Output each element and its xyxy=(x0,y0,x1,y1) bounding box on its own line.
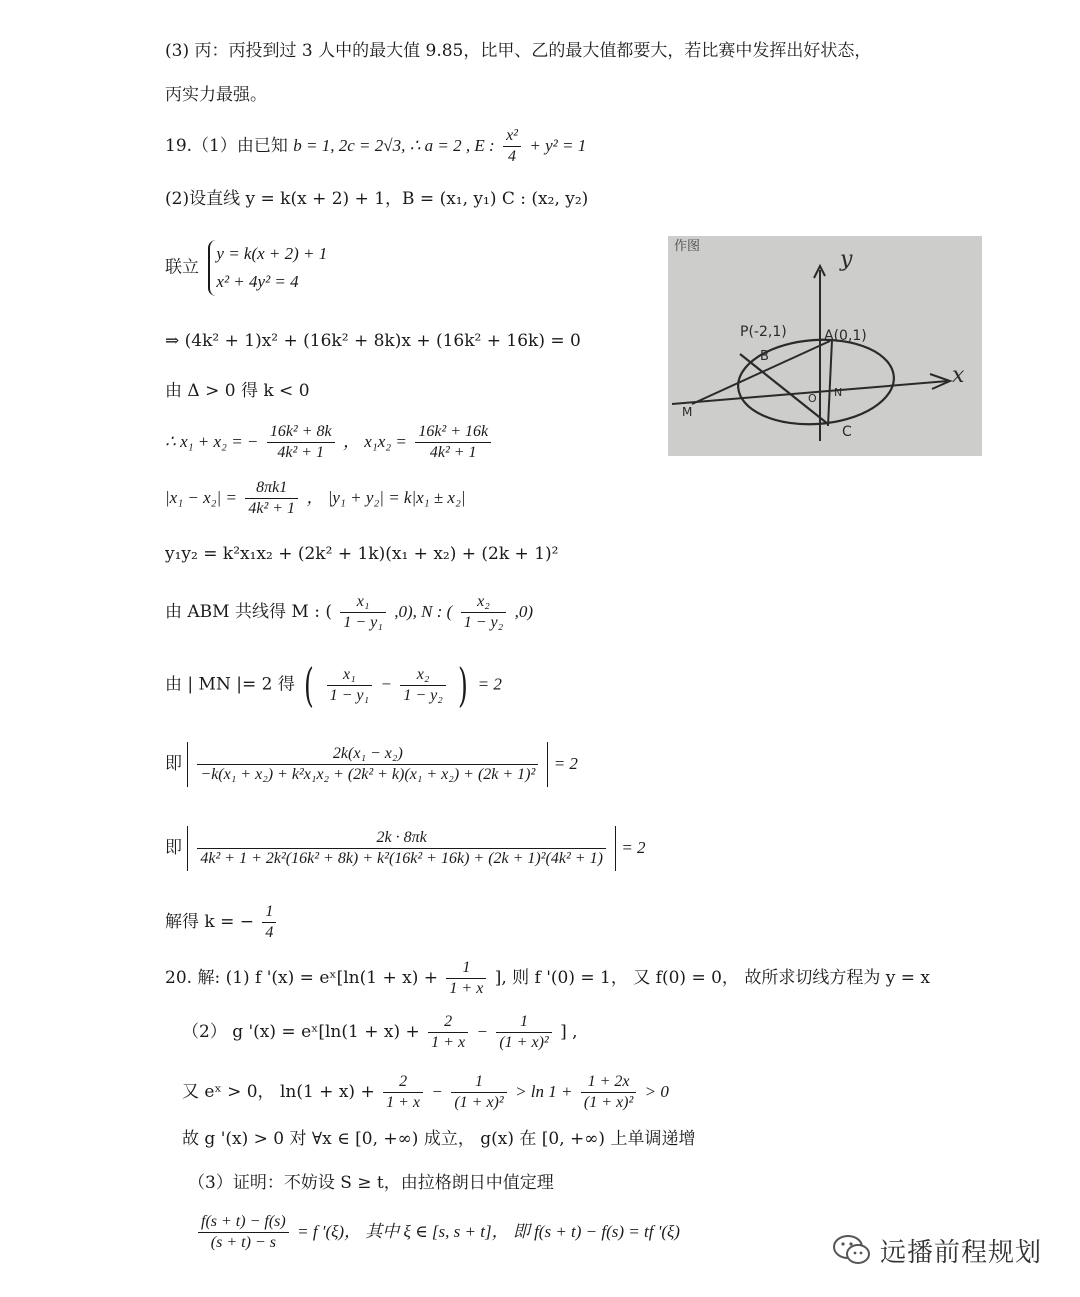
q20-part1-prefix: 20. 解: (1) f '(x) = eˣ[ln(1 + x) + xyxy=(165,968,438,988)
frac-num: 1 + 2x xyxy=(581,1072,636,1093)
frac-den: 1 + x xyxy=(386,1094,421,1111)
q20-part1-frac xyxy=(446,958,486,999)
frac-num: 1 xyxy=(446,958,486,979)
abs-diff-frac xyxy=(245,478,298,519)
collinear-prefix: 由 ABM 共线得 M : ( xyxy=(165,602,332,622)
frac-den: (1 + x)² xyxy=(499,1034,549,1051)
mn-frac2 xyxy=(400,665,445,706)
frac-den: 4 xyxy=(508,148,517,165)
q19-abs-diff xyxy=(165,478,466,519)
frac-num: x₂ xyxy=(400,665,445,686)
q20-part1-suffix: ], 则 f '(0) = 1， 又 f(0) = 0， 故所求切线方程为 y = x xyxy=(494,968,930,988)
mvt-frac xyxy=(198,1212,289,1253)
frac-num: 1 xyxy=(262,902,276,923)
sub2-prefix: 即 xyxy=(165,838,182,858)
frac-num: 2 xyxy=(383,1072,423,1093)
sketch-point-n: N xyxy=(834,386,843,399)
q20-part3-mvt xyxy=(195,1212,680,1253)
minus-sign: − xyxy=(476,1022,488,1041)
sketch-top-label: 作图 xyxy=(674,239,701,254)
frac-num: 2 xyxy=(428,1012,468,1033)
frac-num: x² xyxy=(503,126,521,147)
q19-substitution-2 xyxy=(165,826,646,871)
ineq-frac2 xyxy=(451,1072,506,1113)
frac-den: 1 − y₂ xyxy=(463,614,504,631)
frac-den: (s + t) − s xyxy=(210,1234,276,1251)
mn-frac1 xyxy=(327,665,372,706)
sub1-abs xyxy=(187,742,548,787)
abs-diff-prefix: |x₁ − x₂| = xyxy=(165,488,237,507)
hand-drawn-sketch xyxy=(668,236,982,456)
system-label: 联立 xyxy=(165,257,199,278)
minus-sign: − xyxy=(380,674,392,694)
wechat-icon xyxy=(832,1232,872,1268)
q19-y-product: y₁y₂ = k²x₁x₂ + (2k² + 1k)(x₁ + x₂) + (2k + 1)² xyxy=(165,544,559,564)
sketch-point-p: P(-2,1) xyxy=(740,324,787,340)
q20-part3-intro: （3）证明：不妨设 S ≥ t，由拉格朗日中值定理 xyxy=(188,1173,554,1193)
sub1-prefix: 即 xyxy=(165,754,182,774)
watermark xyxy=(832,1224,1042,1276)
collinear-suffix: ,0) xyxy=(514,602,534,621)
sub2-frac xyxy=(197,828,606,869)
frac-num: x₁ xyxy=(340,592,385,613)
sub1-frac xyxy=(197,744,538,785)
mvt-suffix: = f '(ξ)， 其中 ξ ∈ [s, s + t]， 即 f(s + t) − f(s) = tf '(ξ) xyxy=(297,1222,680,1241)
frac-den: 1 + x xyxy=(431,1034,466,1051)
frac-num: f(s + t) − f(s) xyxy=(198,1212,289,1233)
frac-den: (1 + x)² xyxy=(583,1094,634,1111)
line-part3-conclusion: 丙实力最强。 xyxy=(165,85,267,105)
ineq-prefix: 又 eˣ > 0， ln(1 + x) + xyxy=(182,1082,375,1102)
q19-mn-length xyxy=(165,660,502,710)
sketch-point-a: A(0,1) xyxy=(824,328,867,344)
mn-suffix: = 2 xyxy=(477,674,502,694)
q20-part2-frac2 xyxy=(496,1012,551,1053)
q20-part2-frac1 xyxy=(428,1012,468,1053)
sketch-point-b: B xyxy=(760,349,769,364)
frac-den: 1 − y₂ xyxy=(403,686,443,704)
frac-num: 2k · 8πk xyxy=(197,828,606,849)
answer-frac xyxy=(262,902,276,943)
frac-num: 2k(x₁ − x₂) xyxy=(197,744,538,765)
q19-part1 xyxy=(165,126,586,167)
watermark-brand: 远播前程规划 xyxy=(880,1237,1043,1268)
q19-discriminant: 由 Δ > 0 得 k < 0 xyxy=(165,381,310,401)
sub2-suffix: = 2 xyxy=(621,838,646,857)
frac-den: 1 − y₁ xyxy=(329,686,370,704)
sketch-point-o: O xyxy=(808,392,817,405)
vieta-sum-prefix: ∴ x₁ + x₂ = − xyxy=(165,432,259,451)
frac-num: 8πk1 xyxy=(245,478,298,499)
frac-den: 1 − y₁ xyxy=(343,614,383,631)
frac-num: 16k² + 16k xyxy=(415,422,491,443)
frac-num: 16k² + 8k xyxy=(267,422,335,443)
frac-num: 1 xyxy=(451,1072,506,1093)
q19-part2-line: (2)设直线 y = k(x + 2) + 1，B = (x₁, y₁) C : (x₂, y₂) xyxy=(165,189,589,209)
q19-substitution-1 xyxy=(165,742,578,787)
frac-den: 4k² + 1 xyxy=(429,444,477,461)
q19-vieta xyxy=(165,422,494,463)
frac-den: (1 + x)² xyxy=(454,1094,504,1111)
q19-part1-prefix: 19.（1）由已知 xyxy=(165,136,288,156)
q20-part2-prefix: （2） g '(x) = eˣ[ln(1 + x) + xyxy=(182,1022,420,1042)
ineq-mid: > ln 1 + xyxy=(515,1082,573,1101)
q19-answer xyxy=(165,902,279,943)
frac-den: 4k² + 1 + 2k²(16k² + 8k) + k²(16k² + 16k) + (2k + 1)²(4k² + 1) xyxy=(200,850,603,867)
q19-collinear xyxy=(165,592,533,633)
frac-den: 4 xyxy=(265,924,274,941)
vieta-sum-frac xyxy=(267,422,335,463)
q19-system xyxy=(165,240,327,296)
sketch-svg xyxy=(668,236,982,456)
frac-num: 1 xyxy=(496,1012,551,1033)
system-eq2: x² + 4y² = 4 xyxy=(216,272,299,291)
abs-diff-suffix: ， |y₁ + y₂| = k|x₁ ± x₂| xyxy=(306,488,466,507)
vieta-product-prefix: ， x₁x₂ = xyxy=(343,432,407,451)
frac-den: −k(x₁ + x₂) + k²x₁x₂ + (2k² + k)(x₁ + x₂) + (2k + 1)² xyxy=(200,766,536,783)
vieta-product-frac xyxy=(415,422,491,463)
q19-part1-suffix: + y² = 1 xyxy=(529,136,587,155)
left-paren: ( xyxy=(304,658,315,712)
ineq-frac3 xyxy=(581,1072,636,1113)
frac-den: 4k² + 1 xyxy=(277,444,325,461)
answer-prefix: 解得 k = − xyxy=(165,912,255,932)
sketch-point-c: C xyxy=(842,424,852,440)
line-part3-bing: (3) 丙：丙投到过 3 人中的最大值 9.85，比甲、乙的最大值都要大，若比赛中发挥出好状态， xyxy=(165,41,872,61)
sketch-point-m: M xyxy=(682,405,693,419)
sub1-suffix: = 2 xyxy=(553,754,578,773)
frac-num: x₂ xyxy=(461,592,506,613)
sketch-x-label: x xyxy=(952,363,965,388)
minus-sign: − xyxy=(431,1082,443,1101)
right-paren: ) xyxy=(458,658,469,712)
q20-part2-suffix: ] , xyxy=(560,1022,578,1042)
q19-ellipse-frac xyxy=(503,126,521,167)
collinear-mid: ,0), N : ( xyxy=(394,602,453,621)
q19-part1-math: b = 1, 2c = 2√3, ∴ a = 2 , E : xyxy=(293,136,495,155)
collinear-n-frac xyxy=(461,592,506,633)
sketch-y-label: y xyxy=(840,247,853,272)
q20-monotonic: 故 g '(x) > 0 对 ∀x ∈ [0, +∞) 成立， g(x) 在 [0, +∞) 上单调递增 xyxy=(182,1129,696,1149)
frac-den: 1 + x xyxy=(449,980,484,997)
ineq-suffix: > 0 xyxy=(644,1082,669,1101)
system-brace xyxy=(208,240,327,296)
q20-part2-derivative xyxy=(182,1012,578,1053)
q19-quadratic: ⇒ (4k² + 1)x² + (16k² + 8k)x + (16k² + 16k) = 0 xyxy=(165,331,581,351)
q20-part2-inequality xyxy=(182,1072,669,1113)
system-eq1: y = k(x + 2) + 1 xyxy=(216,244,328,263)
collinear-m-frac xyxy=(340,592,385,633)
mn-prefix: 由 | MN |= 2 得 xyxy=(165,674,295,695)
q20-part1 xyxy=(165,958,930,999)
frac-den: 4k² + 1 xyxy=(248,500,296,517)
sub2-abs xyxy=(187,826,616,871)
frac-num: x₁ xyxy=(327,665,372,686)
ineq-frac1 xyxy=(383,1072,423,1113)
